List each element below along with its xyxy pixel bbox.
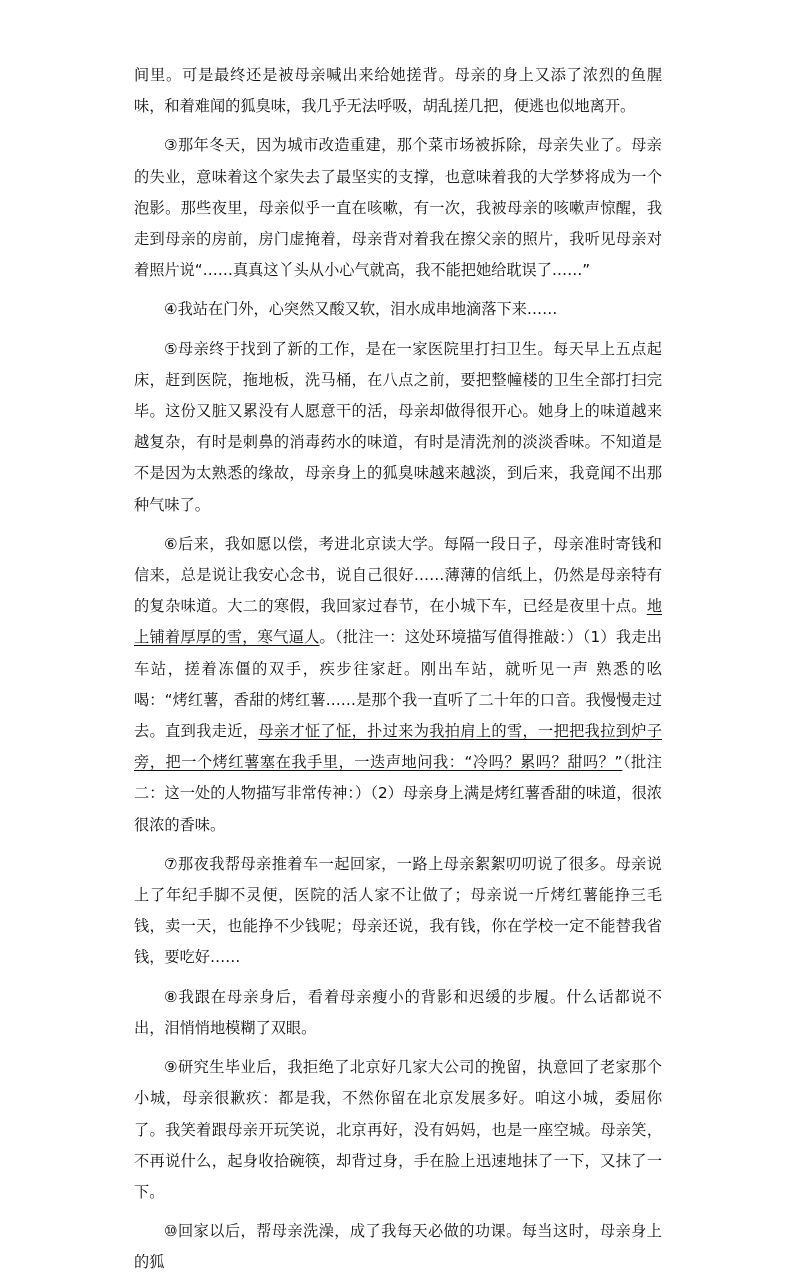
paragraph	[134, 529, 662, 841]
paragraph-text: ⑩回家以后，帮母亲洗澡，成了我每天必做的功课。每当这时，母亲身上的狐	[134, 1222, 662, 1272]
paragraph-text: ④我站在门外，心突然又酸又软，泪水成串地滴落下来……	[164, 300, 558, 319]
paragraph-text: ⑧我跟在母亲身后，看着母亲瘦小的背影和迟缓的步履。什么话都说不出，泪悄悄地模糊了双眼。	[134, 987, 662, 1037]
paragraph	[134, 849, 662, 974]
paragraph	[134, 1216, 662, 1278]
paragraph-text: ⑨研究生毕业后，我拒绝了北京好几家大公司的挽留，执意回了老家那个小城，母亲很歉疚：都是我，不然你留在北京发展多好。咱这小城，委屈你了。我笑着跟母亲开玩笑说，北京再好，没有妈妈，也是一座空城。母亲笑，不再说什么，起身收拾碗筷，却背过身，手在脸上迅速地抹了一下，又抹了一下。	[134, 1058, 662, 1201]
paragraph	[134, 1052, 662, 1208]
paragraph	[134, 982, 662, 1044]
underlined-text: 母亲才怔了怔，扑过来为我拍肩上的雪，一把把我拉到炉子旁，把一个烤红薯塞在我手里，一迭声地问我：“冷吗？累吗？甜吗？”	[134, 722, 663, 772]
underlined-text: 地上铺着厚厚的雪，寒气逼人	[134, 597, 662, 647]
paragraph-text: 。（批注一：这处环境描写值得推敲：）（1）我走出车站，搓着冻僵的双手，疾步往家赶。刚出车站，就听见一声 熟悉的吆喝：“烤红薯，香甜的烤红薯……是那个我一直听了二十年的口音。我慢慢走过去。直到我走近，	[134, 628, 662, 741]
article-body	[134, 60, 662, 1287]
paragraph	[134, 60, 662, 122]
paragraph	[134, 294, 662, 325]
paragraph	[134, 334, 662, 521]
paragraph-text: ⑥后来，我如愿以偿，考进北京读大学。每隔一段日子，母亲准时寄钱和信来，总是说让我安心念书，说自己很好……薄薄的信纸上，仍然是母亲特有的复杂味道。大二的寒假，我回家过春节，在小城下车，已经是夜里十点。	[134, 534, 662, 616]
paragraph-text: ③那年冬天，因为城市改造重建，那个菜市场被拆除，母亲失业了。母亲的失业，意味着这个家失去了最坚实的支撑，也意味着我的大学梦将成为一个泡影。那些夜里，母亲似乎一直在咳嗽，有一次，我被母亲的咳嗽声惊醒，我走到母亲的房前，房门虚掩着，母亲背对着我在擦父亲的照片，我听见母亲对着照片说“……真真这丫头从小心气就高，我不能把她给耽误了……”	[134, 136, 662, 280]
paragraph-text: 间里。可是最终还是被母亲喊出来给她搓背。母亲的身上又添了浓烈的鱼腥味，和着难闻的狐臭味，我几乎无法呼吸，胡乱搓几把，便逃也似地离开。	[134, 66, 662, 116]
paragraph	[134, 130, 662, 286]
paragraph-text: ⑦那夜我帮母亲推着车一起回家，一路上母亲絮絮叨叨说了很多。母亲说上了年纪手脚不灵便，医院的活人家不让做了；母亲说一斤烤红薯能挣三毛钱，卖一天，也能挣不少钱呢；母亲还说，我有钱，你在学校一定不能替我省钱，要吃好……	[134, 854, 662, 967]
paragraph-text: ⑤母亲终于找到了新的工作，是在一家医院里打扫卫生。每天早上五点起床，赶到医院，拖地板，洗马桶，在八点之前，要把整幢楼的卫生全部打扫完毕。这份又脏又累没有人愿意干的活，母亲却做得很开心。她身上的味道越来越复杂，有时是刺鼻的消毒药水的味道，有时是清洗剂的淡淡香味。不知道是不是因为太熟悉的缘故，母亲身上的狐臭味越来越淡，到后来，我竟闻不出那种气味了。	[134, 339, 662, 514]
paragraph-text: （批注二：这一处的人物描写非常传神：）（2）母亲身上满是烤红薯香甜的味道，很浓很浓的香味。	[134, 753, 662, 834]
